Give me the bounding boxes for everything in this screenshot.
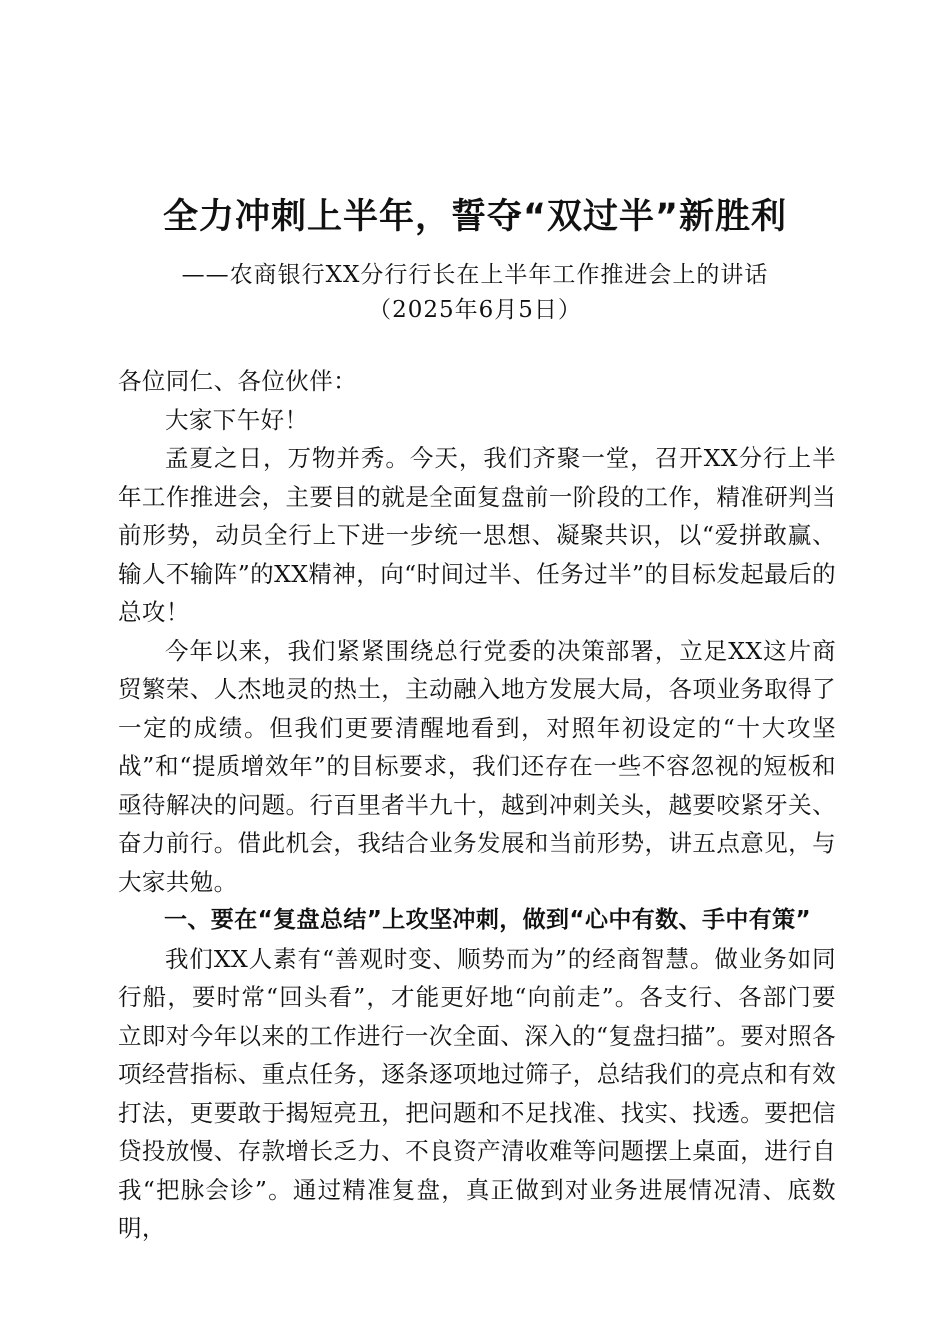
- section-paragraph-1: 我们XX人素有“善观时变、顺势而为”的经商智慧。做业务如同行船，要时常“回头看”，才能更好地“向前走”。各支行、各部门要立即对今年以来的工作进行一次全面、深入的“复盘扫描”。要对照各项经营指标、重点任务，逐条逐项地过筛子，总结我们的亮点和有效打法，更要敢于揭短亮丑，把问题和不足找准、找实、找透。要把信贷投放慢、存款增长乏力、不良资产清收难等问题摆上桌面，进行自我“把脉会诊”。通过精准复盘，真正做到对业务进展情况清、底数明，: [118, 944, 836, 1242]
- document-subtitle: ——农商银行XX分行行长在上半年工作推进会上的讲话: [181, 262, 769, 288]
- document-title: 全力冲刺上半年，誓夺“双过半”新胜利: [162, 197, 787, 237]
- paragraph-review: 今年以来，我们紧紧围绕总行党委的决策部署，立足XX这片商贸繁荣、人杰地灵的热土，主动融入地方发展大局，各项业务取得了一定的成绩。但我们更要清醒地看到，对照年初设定的“十大攻坚战”和“提质增效年”的目标要求，我们还存在一些不容忽视的短板和亟待解决的问题。行百里者半九十，越到冲刺关头，越要咬紧牙关、奋力前行。借此机会，我结合业务发展和当前形势，讲五点意见，与大家共勉。: [118, 636, 836, 896]
- greeting: 大家下午好！: [165, 405, 309, 434]
- section-heading-1: 一、要在“复盘总结”上攻坚冲刺，做到“心中有数、手中有策”: [164, 907, 812, 933]
- paragraph-intro: 孟夏之日，万物并秀。今天，我们齐聚一堂，召开XX分行上半年工作推进会，主要目的就是全面复盘前一阶段的工作，精准研判当前形势，动员全行上下进一步统一思想、凝聚共识，以“爱拼敢赢、输人不输阵”的XX精神，向“时间过半、任务过半”的目标发起最后的总攻！: [118, 444, 836, 626]
- salutation: 各位同仁、各位伙伴：: [118, 367, 357, 395]
- document-body: [118, 362, 836, 1248]
- document-date: （2025年6月5日）: [368, 297, 582, 323]
